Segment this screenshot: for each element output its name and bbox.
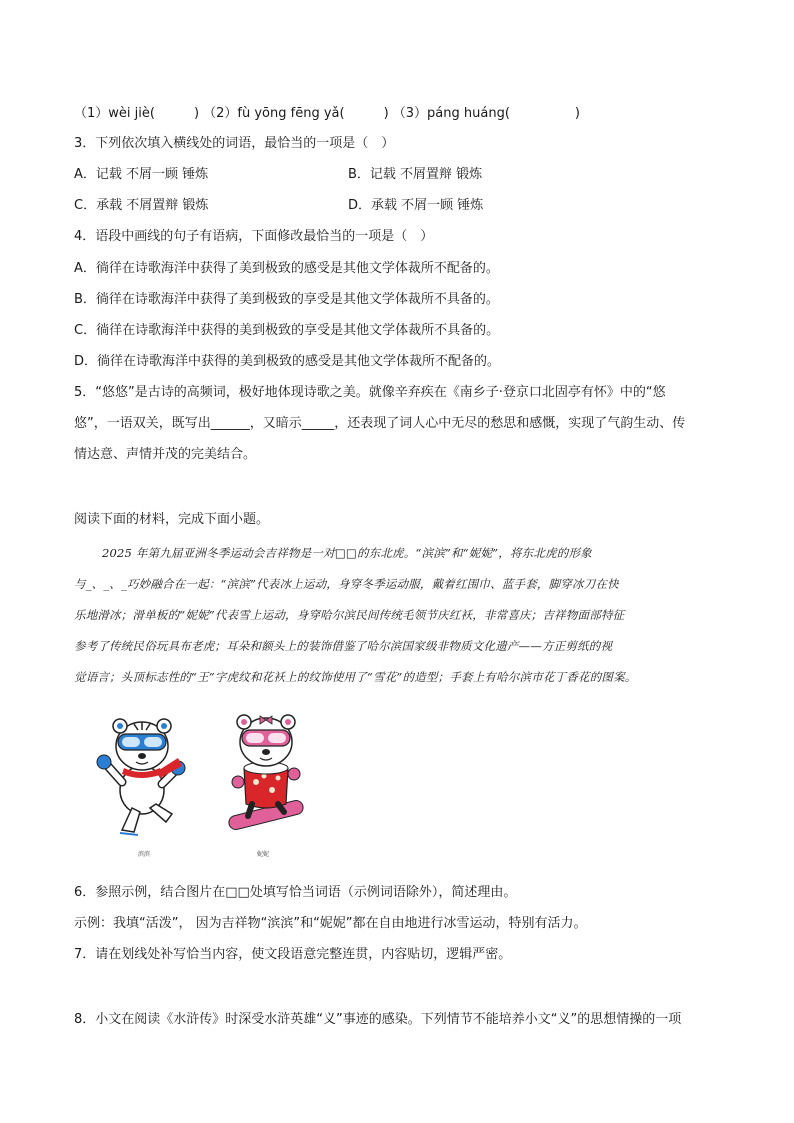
passage-line-4: 参考了传统民俗玩具布老虎；耳朵和额头上的装饰借鉴了哈尔滨国家级非物质文化遗产——方正剪纸的视 xyxy=(74,639,613,653)
q3-stem: 3．下列依次填入横线处的词语，最恰当的一项是（ ） xyxy=(74,136,395,151)
passage-line-1: 2025 年第九届亚洲冬季运动会吉祥物是一对□□的东北虎。“滨滨”和“妮妮”，将东北虎的形象 xyxy=(102,546,592,560)
q5-line-3: 情达意、声情并茂的完美结合。 xyxy=(74,447,257,462)
q5-line-2: 悠”，一语双关，既写出______，又暗示_____，还表现了词人心中无尽的愁思和感慨，实现了气韵生动、传 xyxy=(74,416,686,431)
q7-stem: 7．请在划线处补写恰当内容，使文段语意完整连贯，内容贴切，逻辑严密。 xyxy=(74,947,512,962)
q4-option-d: D．徜徉在诗歌海洋中获得的美到极致的感受是其他文学体裁所不配备的。 xyxy=(74,354,501,369)
q5-line-1: 5．“悠悠”是古诗的高频词，极好地体现诗歌之美。就像辛弃疾在《南乡子·登京口北固亭有怀》中的“悠 xyxy=(74,385,666,400)
nini-mascot-image xyxy=(224,712,308,842)
q3-option-b: B．记载 不屑置辩 锻炼 xyxy=(348,167,483,182)
passage-line-2: 与_、_、_巧妙融合在一起：“滨滨”代表冰上运动，身穿冬季运动服，戴着红围巾、蓝手套，脚穿冰刀在快 xyxy=(74,577,619,591)
passage-line-5: 觉语言；头顶标志性的“王”字虎纹和花袄上的纹饰使用了“雪花”的造型；手套上有哈尔滨市花丁香花的图案。 xyxy=(74,670,637,684)
pinyin-line: （1）wèi jiè( ) （2）fù yōng fēng yǎ( ) （3）páng huáng( ) xyxy=(74,106,580,121)
q4-option-c: C．徜徉在诗歌海洋中获得的美到极致的享受是其他文学体裁所不具备的。 xyxy=(74,323,500,338)
q8-stem: 8．小文在阅读《水浒传》时深受水浒英雄“义”事迹的感染。下列情节不能培养小文“义”的思想情操的一项 xyxy=(74,1012,682,1027)
q3-option-d: D．承载 不屑一顾 锤炼 xyxy=(348,198,484,213)
q3-option-c: C．承载 不屑置辩 锻炼 xyxy=(74,198,209,213)
q6-stem: 6．参照示例，结合图片在□□处填写恰当词语（示例词语除外），简述理由。 xyxy=(74,885,517,900)
passage-line-3: 乐地滑冰；滑单板的“妮妮”代表雪上运动，身穿哈尔滨民间传统毛领节庆红袄，非常喜庆；吉祥物面部特征 xyxy=(74,608,625,622)
q4-option-b: B．徜徉在诗歌海洋中获得了美到极致的享受是其他文学体裁所不具备的。 xyxy=(74,292,499,307)
binbin-caption: 滨滨 xyxy=(138,851,151,858)
q4-option-a: A．徜徉在诗歌海洋中获得了美到极致的感受是其他文学体裁所不配备的。 xyxy=(74,261,499,276)
nini-caption: 妮妮 xyxy=(257,851,270,858)
reading-passage xyxy=(74,538,734,693)
q6-example: 示例：我填“活泼”， 因为吉祥物“滨滨”和“妮妮”都在自由地进行冰雪运动，特别有活力。 xyxy=(74,916,587,931)
q4-stem: 4．语段中画线的句子有语病，下面修改最恰当的一项是（ ） xyxy=(74,229,434,244)
q3-option-a: A．记载 不屑一顾 锤炼 xyxy=(74,167,209,182)
reading-intro: 阅读下面的材料，完成下面小题。 xyxy=(74,512,270,527)
binbin-mascot-image xyxy=(92,712,192,842)
